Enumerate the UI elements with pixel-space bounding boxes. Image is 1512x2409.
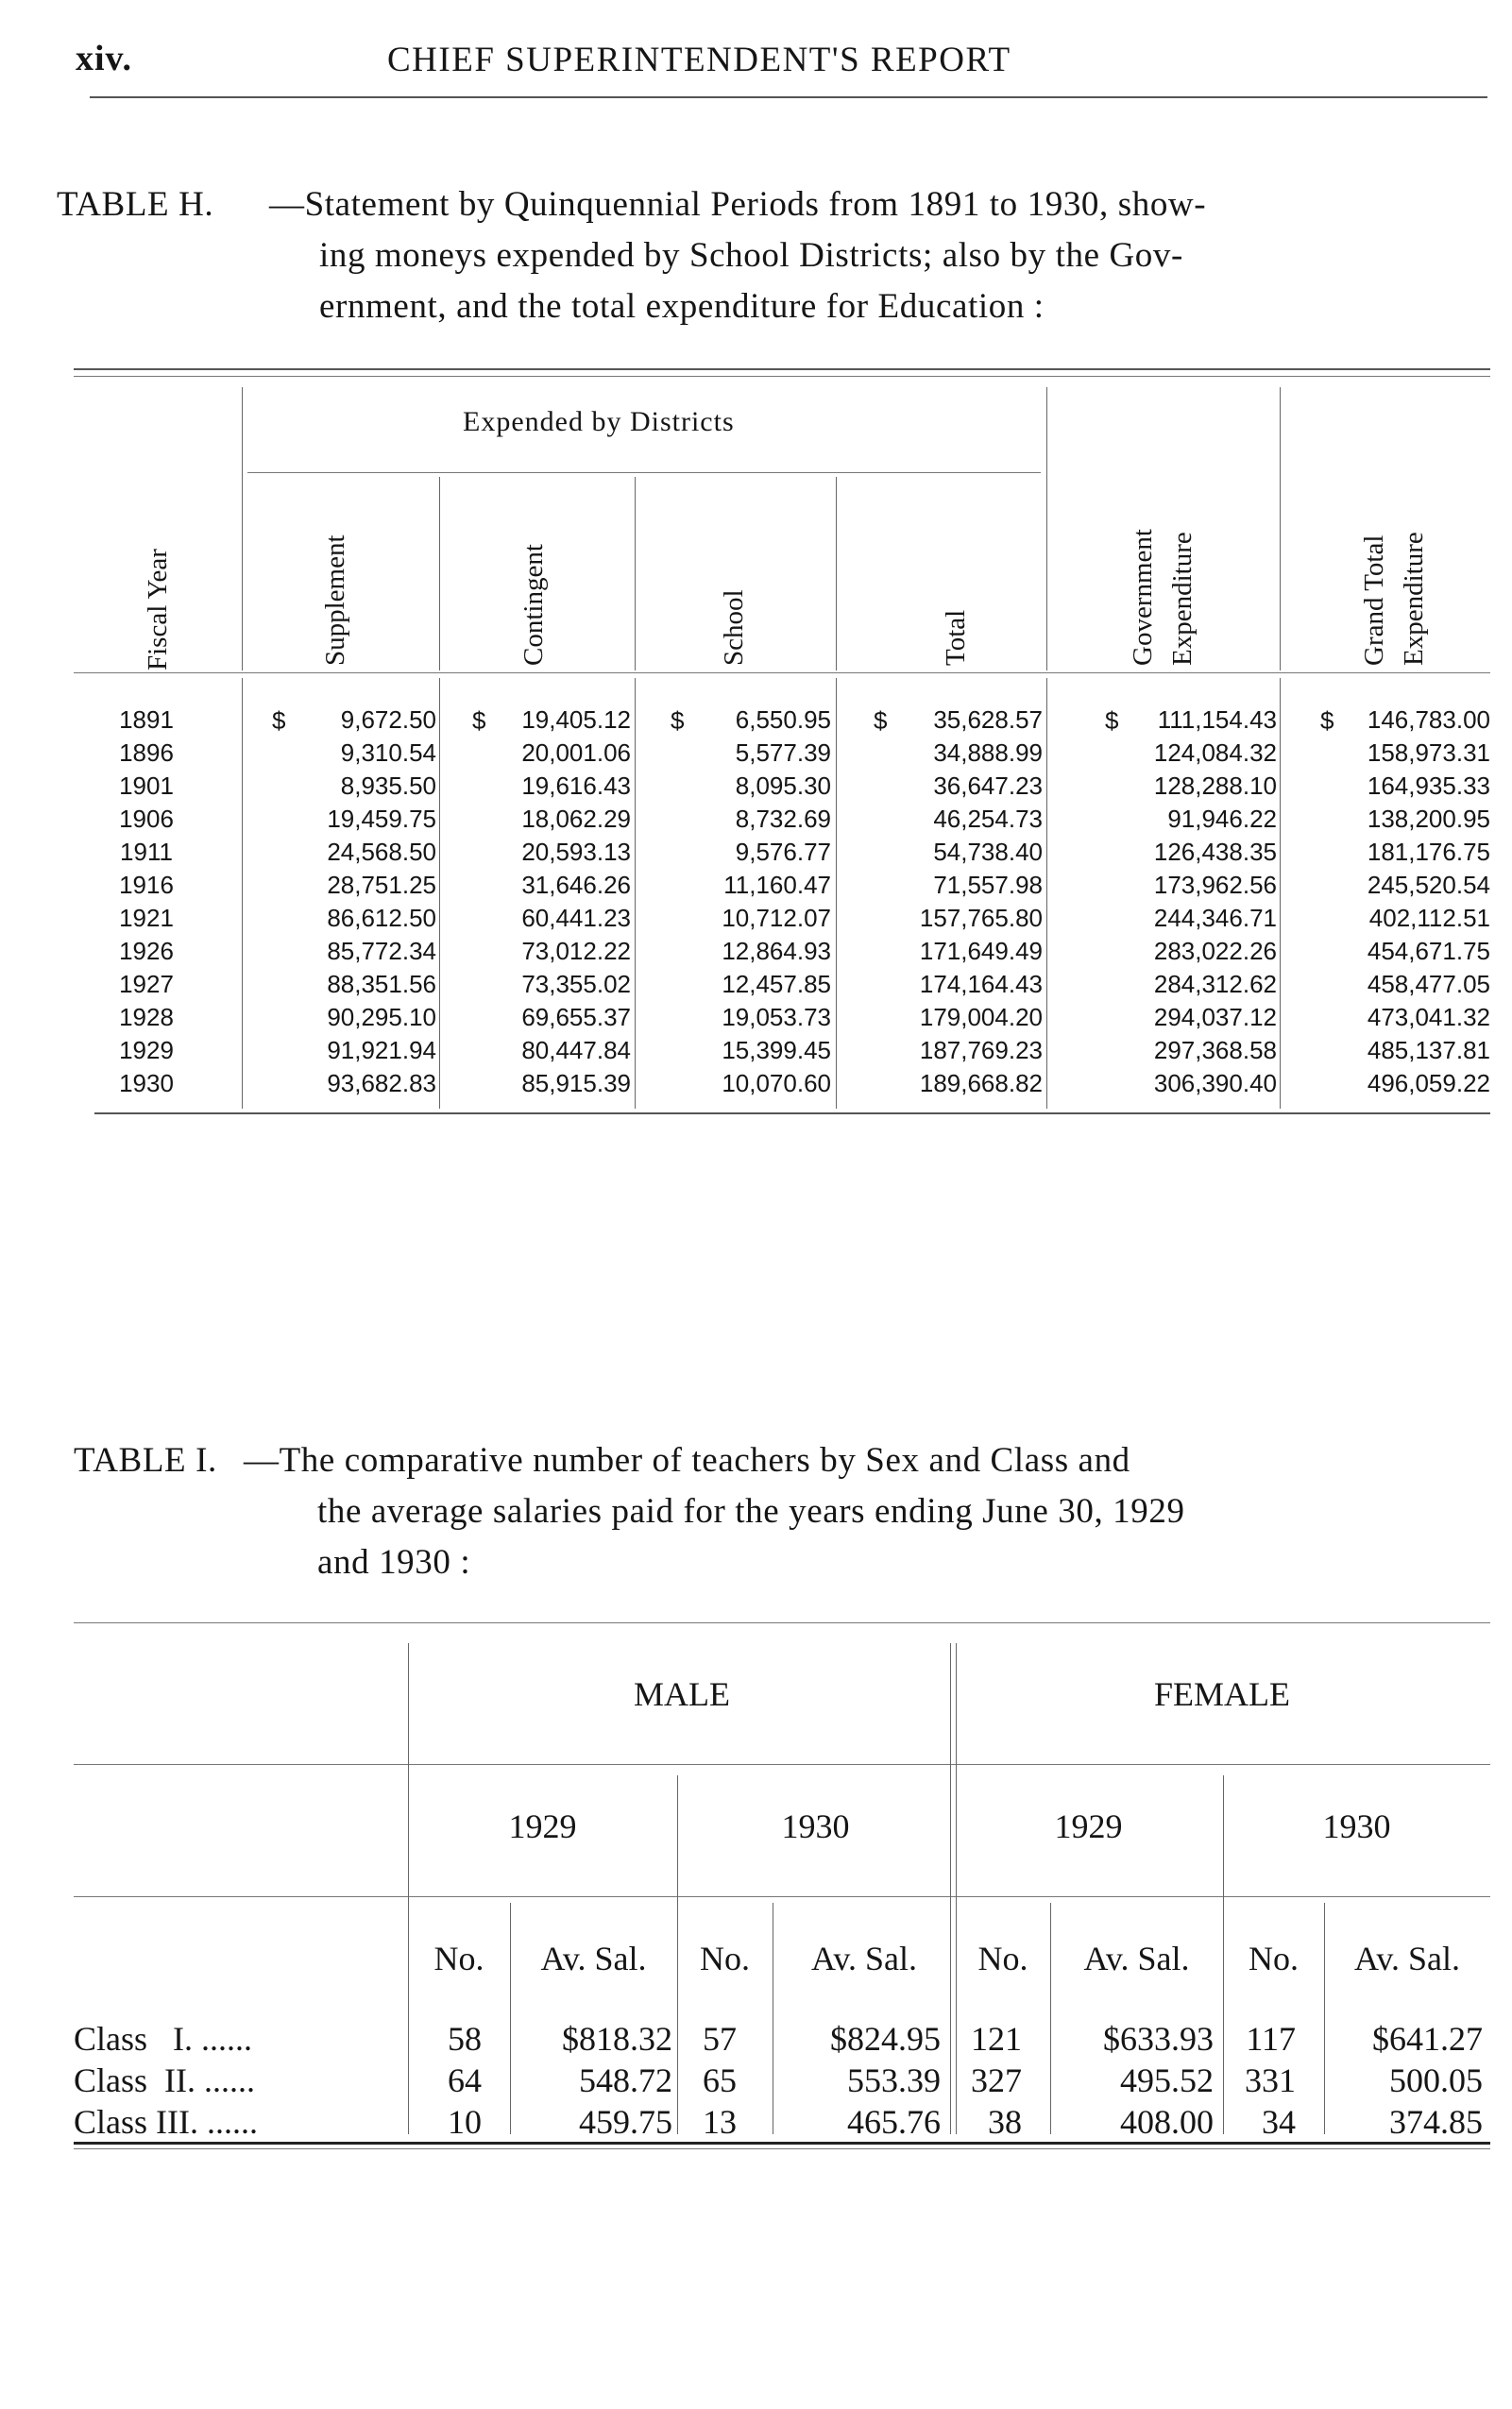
table-h-cell-contingent: 73,012.22 [521, 937, 631, 965]
running-title: CHIEF SUPERINTENDENT'S REPORT [387, 41, 1011, 79]
table-h-cell-supplement: 86,612.50 [327, 904, 436, 932]
col-divider [242, 387, 243, 670]
table-h-cell-grand: 146,783.00 [1367, 705, 1490, 734]
table-h-cell-year: 1901 [119, 772, 174, 800]
table-i-cell: 500.05 [1389, 2061, 1483, 2099]
table-h-cell-total: 171,649.49 [919, 937, 1043, 965]
table-i-subheader: Av. Sal. [1354, 1940, 1460, 1977]
table-h-cell-contingent: 20,001.06 [521, 738, 631, 767]
table-h-cell-contingent: 69,655.37 [521, 1003, 631, 1031]
table-h-cell-contingent: 20,593.13 [521, 838, 631, 866]
table-h-top-rule-inner [74, 376, 1490, 377]
table-h-cell-supplement: 19,459.75 [327, 805, 436, 833]
header-rule [90, 96, 1487, 98]
table-i-cell: 58 [448, 2020, 482, 2058]
table-h-label: TABLE H. [57, 185, 214, 224]
table-i-caption-line: —The comparative number of teachers by Sex and Class and [244, 1441, 1130, 1480]
table-i-row-label: Class II. ...... [74, 2061, 255, 2099]
column-government [1086, 704, 1277, 1100]
table-i-cell: 34 [1262, 2103, 1296, 2141]
table-h-cell-supplement: 24,568.50 [327, 838, 436, 866]
table-h-cell-government: 284,312.62 [1153, 970, 1277, 998]
table-h-cell-year: 1929 [119, 1036, 174, 1064]
table-h-cell-year: 1926 [119, 937, 174, 965]
table-i-subheader: Av. Sal. [540, 1940, 647, 1977]
body-divider [836, 678, 837, 1109]
table-i-cell: 331 [1245, 2061, 1296, 2099]
table-h-cell-grand: 402,112.51 [1368, 904, 1490, 932]
currency-symbol: $ [272, 706, 286, 735]
table-i-caption-line: the average salaries paid for the years ending June 30, 1929 [317, 1492, 1185, 1531]
column-grand-total [1322, 704, 1490, 1100]
table-h-cell-supplement: 88,351.56 [327, 970, 436, 998]
table-h-cell-year: 1928 [119, 1003, 174, 1031]
header-school: School [719, 589, 749, 666]
table-i-cell: 64 [448, 2061, 482, 2099]
col-divider [836, 477, 837, 670]
table-h-cell-government: 173,962.56 [1153, 871, 1277, 899]
table-h-cell-school: 9,576.77 [735, 838, 831, 866]
table-i-cell: 10 [448, 2103, 482, 2141]
table-h-cell-total: 71,557.98 [933, 871, 1043, 899]
table-h-cell-government: 111,154.43 [1157, 705, 1277, 734]
table-i-cell: 495.52 [1120, 2061, 1214, 2099]
table-h-cell-year: 1916 [119, 871, 174, 899]
table-i-cell: 459.75 [579, 2103, 672, 2141]
table-h-header-rule [74, 672, 1490, 673]
table-i-bottom-rule [74, 2142, 1490, 2145]
table-h-cell-government: 91,946.22 [1167, 805, 1277, 833]
col-divider [635, 477, 636, 670]
table-h-cell-total: 187,769.23 [919, 1036, 1043, 1064]
currency-symbol: $ [1105, 706, 1119, 735]
table-h-caption-line: ernment, and the total expenditure for Education : [319, 287, 1045, 326]
table-h-cell-grand: 485,137.81 [1367, 1036, 1490, 1064]
table-h-cell-year: 1896 [119, 738, 174, 767]
header-grand-total-line2: Expenditure [1399, 532, 1429, 666]
table-i-cell: 374.85 [1389, 2103, 1483, 2141]
table-h-cell-grand: 164,935.33 [1367, 772, 1490, 800]
table-h-cell-school: 8,732.69 [735, 805, 831, 833]
table-h-cell-supplement: 9,672.50 [340, 705, 436, 734]
table-h-cell-supplement: 85,772.34 [327, 937, 436, 965]
table-h-cell-total: 179,004.20 [919, 1003, 1043, 1031]
table-h-cell-total: 34,888.99 [933, 738, 1043, 767]
currency-symbol: $ [472, 706, 486, 735]
table-h-cell-school: 10,070.60 [722, 1069, 831, 1097]
currency-symbol: $ [874, 706, 888, 735]
table-h-cell-grand: 181,176.75 [1367, 838, 1490, 866]
table-i-cell: $818.32 [562, 2020, 672, 2058]
header-contingent: Contingent [518, 544, 549, 666]
table-h-cell-grand: 158,973.31 [1367, 738, 1490, 767]
column-total [869, 704, 1043, 1100]
header-male: MALE [634, 1675, 730, 1713]
table-i-subheader: No. [700, 1940, 750, 1977]
table-i-cell: 13 [703, 2103, 737, 2141]
header-fiscal-year: Fiscal Year [143, 549, 173, 670]
table-i-cell: 117 [1246, 2020, 1296, 2058]
header-year: 1930 [781, 1807, 850, 1845]
page-number: xiv. [76, 39, 132, 78]
table-h-cell-supplement: 90,295.10 [327, 1003, 436, 1031]
table-h-cell-contingent: 60,441.23 [521, 904, 631, 932]
table-h-cell-school: 8,095.30 [735, 772, 831, 800]
table-h-cell-year: 1906 [119, 805, 174, 833]
table-h-cell-supplement: 8,935.50 [340, 772, 436, 800]
header-year: 1930 [1322, 1807, 1391, 1845]
table-h-cell-grand: 496,059.22 [1367, 1069, 1490, 1097]
header-government: Government [1128, 529, 1158, 666]
table-h-cell-year: 1911 [120, 838, 173, 866]
table-h-cell-grand: 454,671.75 [1367, 937, 1490, 965]
currency-symbol: $ [1320, 706, 1334, 735]
table-h-cell-school: 15,399.45 [722, 1036, 831, 1064]
table-i-subheader: Av. Sal. [1083, 1940, 1190, 1977]
currency-symbol: $ [671, 706, 685, 735]
table-h-cell-total: 36,647.23 [933, 772, 1043, 800]
table-h-cell-government: 306,390.40 [1153, 1069, 1277, 1097]
table-h-cell-total: 46,254.73 [933, 805, 1043, 833]
body-divider [1046, 678, 1047, 1109]
table-i-row-label: Class III. ...... [74, 2103, 258, 2141]
table-i-rule [74, 1896, 1490, 1897]
table-i-bottom-rule-inner [74, 2148, 1490, 2149]
table-h-cell-year: 1927 [119, 970, 174, 998]
table-h-cell-contingent: 31,646.26 [521, 871, 631, 899]
table-i-row-label: Class I. ...... [74, 2020, 252, 2058]
table-h-bottom-rule [94, 1112, 1490, 1114]
table-i-subheader: No. [977, 1940, 1028, 1977]
table-h-cell-government: 297,368.58 [1153, 1036, 1277, 1064]
table-h-cell-supplement: 91,921.94 [327, 1036, 436, 1064]
table-h-cell-contingent: 85,915.39 [521, 1069, 631, 1097]
table-h-cell-school: 5,577.39 [735, 738, 831, 767]
table-h-group-header: Expended by Districts [463, 406, 735, 437]
table-h-cell-government: 283,022.26 [1153, 937, 1277, 965]
table-h-cell-total: 35,628.57 [933, 705, 1043, 734]
table-h-cell-government: 244,346.71 [1153, 904, 1277, 932]
table-h-cell-total: 189,668.82 [919, 1069, 1043, 1097]
table-i-cell: 65 [703, 2061, 737, 2099]
table-h-cell-grand: 473,041.32 [1367, 1003, 1490, 1031]
table-i-cell: 548.72 [579, 2061, 672, 2099]
table-h-cell-school: 11,160.47 [723, 871, 831, 899]
table-i-subheader: No. [1249, 1940, 1299, 1977]
body-divider [242, 678, 243, 1109]
table-h-cell-school: 12,457.85 [722, 970, 831, 998]
table-h-cell-supplement: 28,751.25 [327, 871, 436, 899]
table-h-cell-year: 1891 [119, 705, 174, 734]
table-h-cell-grand: 458,477.05 [1367, 970, 1490, 998]
column-contingent [472, 704, 631, 1100]
table-h-cell-school: 12,864.93 [722, 937, 831, 965]
table-i-cell: 57 [703, 2020, 737, 2058]
table-h-cell-school: 6,550.95 [735, 705, 831, 734]
table-i-cell: 408.00 [1120, 2103, 1214, 2141]
col-divider [439, 477, 440, 670]
table-h-cell-government: 124,084.32 [1153, 738, 1277, 767]
table-h-cell-total: 174,164.43 [919, 970, 1043, 998]
col-divider [1280, 387, 1281, 670]
table-h-cell-government: 294,037.12 [1153, 1003, 1277, 1031]
table-h-top-rule [74, 368, 1490, 370]
table-h-cell-grand: 245,520.54 [1367, 871, 1490, 899]
table-h-cell-supplement: 93,682.83 [327, 1069, 436, 1097]
table-i-cell: $633.93 [1103, 2020, 1214, 2058]
table-i-cell: 38 [988, 2103, 1022, 2141]
table-h-cell-government: 128,288.10 [1153, 772, 1277, 800]
table-i-caption [74, 1435, 1490, 1596]
column-supplement [283, 704, 436, 1100]
table-i-cell: 553.39 [847, 2061, 941, 2099]
body-divider [635, 678, 636, 1109]
table-h-cell-school: 19,053.73 [722, 1003, 831, 1031]
header-government-line2: Expenditure [1167, 532, 1198, 666]
table-h-cell-year: 1921 [119, 904, 174, 932]
table-h-cell-school: 10,712.07 [722, 904, 831, 932]
table-h-group-rule [247, 472, 1041, 473]
table-i-cell: 465.76 [847, 2103, 941, 2141]
table-h-caption-line: ing moneys expended by School Districts; also by the Gov- [319, 236, 1183, 275]
body-divider [1280, 678, 1281, 1109]
table-i-subheader: No. [433, 1940, 484, 1977]
table-i-label: TABLE I. [74, 1441, 217, 1480]
table-h-cell-contingent: 19,405.12 [521, 705, 631, 734]
table-h-cell-year: 1930 [119, 1069, 174, 1097]
table-i-cell: $824.95 [830, 2020, 941, 2058]
table-h-cell-contingent: 18,062.29 [521, 805, 631, 833]
table-h-cell-contingent: 73,355.02 [521, 970, 631, 998]
header-supplement: Supplement [320, 534, 350, 666]
column-fiscal-year [104, 704, 189, 1100]
table-h-cell-total: 157,765.80 [919, 904, 1043, 932]
table-h-caption [57, 179, 1492, 340]
table-i-top-rule [74, 1622, 1490, 1623]
col-divider [1046, 387, 1047, 670]
table-h-caption-line: —Statement by Quinquennial Periods from 1891 to 1930, show- [269, 185, 1207, 224]
table-h-cell-contingent: 80,447.84 [521, 1036, 631, 1064]
table-h-cell-supplement: 9,310.54 [340, 738, 436, 767]
table-h-cell-grand: 138,200.95 [1367, 805, 1490, 833]
table-h-cell-total: 54,738.40 [933, 838, 1043, 866]
table-h-cell-contingent: 19,616.43 [521, 772, 631, 800]
header-female: FEMALE [1154, 1675, 1290, 1713]
table-i-cell: 327 [971, 2061, 1022, 2099]
table-i-rule [74, 1764, 1490, 1765]
body-divider [439, 678, 440, 1109]
header-year: 1929 [1054, 1807, 1123, 1845]
header-grand-total: Grand Total [1359, 534, 1389, 666]
table-i-cell: $641.27 [1372, 2020, 1483, 2058]
header-year: 1929 [508, 1807, 577, 1845]
header-total: Total [941, 609, 971, 666]
table-i-subheader: Av. Sal. [811, 1940, 917, 1977]
table-i-cell: 121 [971, 2020, 1022, 2058]
column-school [680, 704, 831, 1100]
table-h-cell-government: 126,438.35 [1153, 838, 1277, 866]
table-i-caption-line: and 1930 : [317, 1543, 471, 1582]
